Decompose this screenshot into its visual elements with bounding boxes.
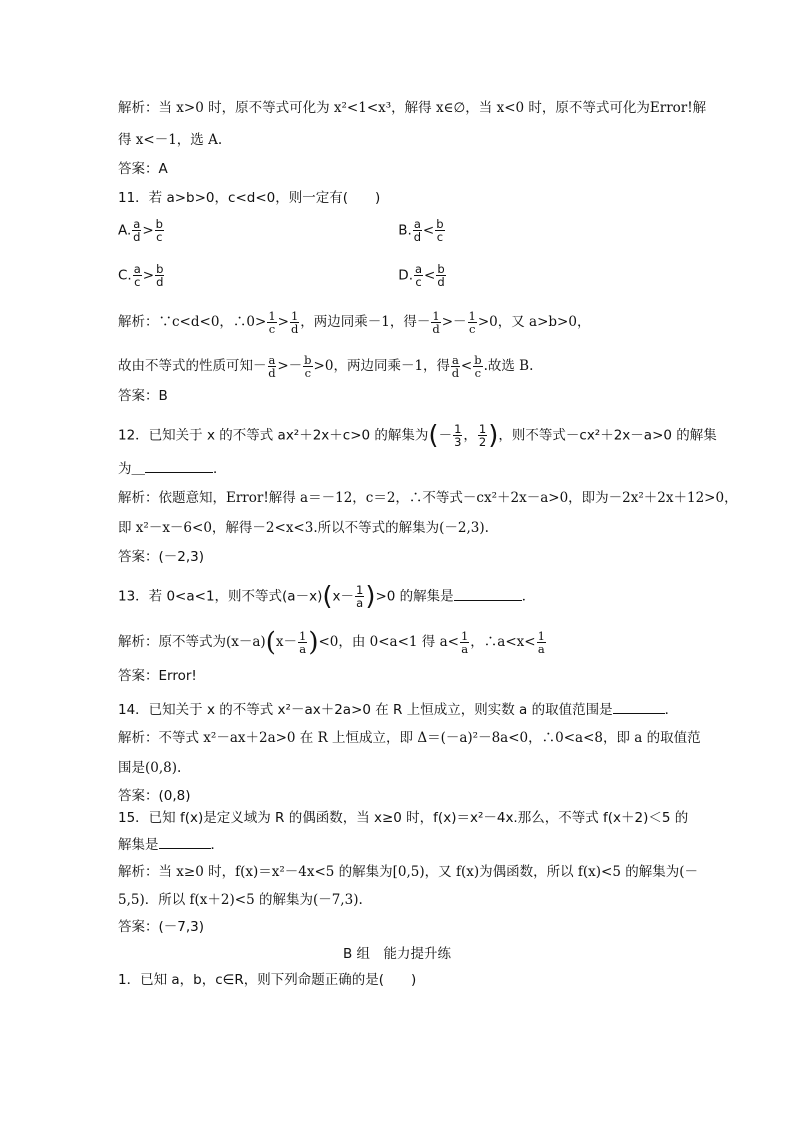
q10-answer: 答案：A: [118, 161, 168, 177]
q13-analysis: 解析：原不等式为(x－a)(x－ $\frac{1}{a}$ )<0，由 0<a<1 得 a< $\frac{1}{a}$ ，∴a<x< $\frac{1}{a}$: [118, 627, 545, 658]
q14-analysis: 解析：不等式 x²－ax＋2a>0 在 R 上恒成立，即 Δ＝(－a)²－8a<0，∴0<a<8，即 a 的取值范: [118, 730, 701, 746]
q11-option-b[interactable]: B. $\frac{a}{d}$ < $\frac{b}{c}$: [398, 217, 444, 244]
q11-stem: 11．若 a>b>0，c<d<0，则一定有( ): [118, 190, 381, 206]
q12-answer: 答案：(－2,3): [118, 549, 205, 565]
b1-stem: 1．已知 a，b，c∈R，则下列命题正确的是( ): [118, 972, 417, 988]
q14-answer-blank[interactable]: [613, 699, 665, 714]
q15-stem: 15．已知 f(x)是定义域为 R 的偶函数，当 x≥0 时，f(x)＝x²－4x.那么，不等式 f(x＋2)＜5 的: [118, 810, 689, 826]
q14-stem: 14．已知关于 x 的不等式 x²－ax＋2a>0 在 R 上恒成立，则实数 a 的取值范围是 ．: [118, 699, 674, 720]
q11-answer: 答案：B: [118, 388, 168, 404]
q13-answer: 答案：Error!: [118, 668, 197, 684]
q12-analysis-cont: 即 x²－x－6<0，解得－2<x<3.所以不等式的解集为(－2,3).: [118, 520, 489, 536]
q13-stem: 13．若 0<a<1，则不等式(a－x)(x－ $\frac{1}{a}$ )>0 的解集是 ．: [118, 581, 536, 612]
q15-answer: 答案：(－7,3): [118, 919, 205, 935]
q15-stem-cont: 解集是 ．: [118, 834, 674, 855]
q11-options-row2: [118, 263, 674, 288]
q11-analysis: 解析：∵c<d<0，∴0> $\frac{1}{c}$ > $\frac{1}{d}$ ，两边同乘－1，得－ $\frac{1}{d}$ >－ $\frac{1}{c}$ >0，又 a>b>0，: [118, 309, 591, 336]
group-b-heading: B 组 能力提升练: [342, 946, 452, 962]
q12-stem: 12．已知关于 x 的不等式 ax²＋2x＋c>0 的解集为(－ $\frac{1}{3}$ ， $\frac{1}{2}$ )，则不等式－cx²＋2x－a>0 的解集: [118, 420, 717, 451]
q11-analysis-cont: 故由不等式的性质可知－ $\frac{a}{d}$ >－ $\frac{b}{c}$ >0，两边同乘－1，得 $\frac{a}{d}$ < $\frac{b}{c}$ .故选 B.: [118, 353, 534, 380]
q10-analysis: 解析：当 x>0 时，原不等式可化为 x²<1<x³，解得 x∈∅，当 x<0 时，原不等式可化为Error!解: [118, 100, 707, 116]
q15-answer-blank[interactable]: [159, 834, 211, 849]
q14-answer: 答案：(0,8): [118, 788, 191, 804]
q15-analysis: 解析：当 x≥0 时，f(x)＝x²－4x<5 的解集为[0,5)，又 f(x)为偶函数，所以 f(x)<5 的解集为(－: [118, 864, 698, 880]
q12-stem-cont: 为＿ ．: [118, 458, 674, 479]
q14-analysis-cont: 围是(0,8).: [118, 760, 182, 776]
q11-option-d[interactable]: D. $\frac{a}{c}$ < $\frac{b}{d}$: [398, 262, 445, 289]
q11-options-row1: [118, 218, 674, 243]
q13-answer-blank[interactable]: [454, 586, 522, 601]
q12-answer-blank[interactable]: [145, 458, 213, 473]
q11-option-c[interactable]: C. $\frac{a}{c}$ > $\frac{b}{d}$: [118, 262, 164, 289]
q11-option-a[interactable]: A. $\frac{a}{d}$ > $\frac{b}{c}$: [118, 217, 163, 244]
q12-analysis: 解析：依题意知，Error!解得 a＝－12，c＝2，∴不等式－cx²＋2x－a>0，即为－2x²＋2x＋12>0，: [118, 490, 738, 506]
q10-analysis-cont: 得 x<－1，选 A.: [118, 132, 223, 148]
q15-analysis-cont: 5,5)．所以 f(x＋2)<5 的解集为(－7,3).: [118, 892, 363, 908]
